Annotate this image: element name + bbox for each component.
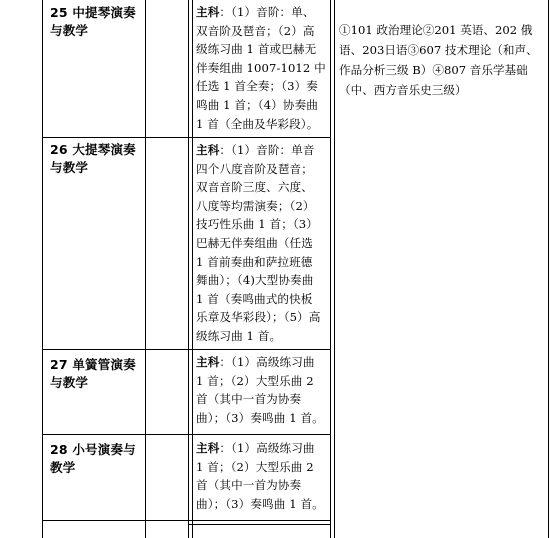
exam-subjects-line: （中、西方音乐史三级） bbox=[339, 83, 467, 97]
exam-subjects bbox=[339, 20, 549, 100]
requirement-label: 主科 bbox=[196, 355, 220, 369]
major-name-trumpet: 28 小号演奏与 教学 bbox=[50, 442, 136, 475]
major-name-viola: 25 中提琴演奏 与教学 bbox=[50, 5, 136, 38]
row-divider-27-28 bbox=[42, 434, 331, 435]
column-divider-2 bbox=[188, 0, 189, 538]
major-name-clarinet: 27 单簧管演奏 与教学 bbox=[50, 357, 136, 390]
major-requirements-clarinet: 主科：（1）高级练习曲 1 首；（2）大型乐曲 2 首（其中一首为协奏 曲）；（3）奏鸣曲 1 首。 bbox=[196, 355, 324, 425]
major-name-cello: 26 大提琴演奏 与教学 bbox=[50, 142, 136, 175]
row-divider-28-29-inner bbox=[188, 524, 331, 525]
exam-subjects-line: 作品分析三级 B）④807 音乐学基础 bbox=[339, 63, 528, 77]
column-divider-1 bbox=[145, 0, 146, 538]
column-divider-3 bbox=[192, 0, 193, 538]
major-requirements-trumpet: 主科：（1）高级练习曲 1 首；（2）大型乐曲 2 首（其中一首为协奏 曲）；（3）奏鸣曲 1 首。 bbox=[196, 441, 324, 511]
exam-subjects-line: 语、203日语③607 技术理论（和声、 bbox=[339, 43, 538, 57]
table-border-left bbox=[42, 0, 43, 538]
major-requirements-cello: 主科：（1）音阶：单音 四个八度音阶及琶音； 双音音阶三度、六度、 八度等均需演奏；（2） 技巧性乐曲 1 首；（3） 巴赫无伴奏组曲（任选 1 首前奏曲和萨拉班德 舞曲）；（4)大型协奏曲 1 首（奏鸣曲式的快板 乐章及华彩段）；（5）高 级练习曲 1 首。 bbox=[196, 143, 321, 343]
requirement-label: 主科 bbox=[196, 5, 220, 19]
column-divider-4 bbox=[330, 0, 331, 538]
exam-subjects-line: ①101 政治理论②201 英语、202 俄 bbox=[339, 23, 533, 37]
major-requirements-viola: 主科：（1）音阶：单、 双音阶及琶音；（2）高 级练习曲 1 首或巴赫无 伴奏组曲 1007-1012 中 任选 1 首全奏；（3）奏 鸣曲 1 首；（4）协奏曲 1 首（全曲及华彩段）。 bbox=[196, 5, 326, 131]
requirement-label: 主科 bbox=[196, 441, 220, 455]
row-divider-26-27 bbox=[42, 349, 331, 350]
row-divider-25-26 bbox=[42, 137, 331, 138]
column-divider-5 bbox=[334, 0, 335, 538]
requirement-label: 主科 bbox=[196, 143, 220, 157]
row-divider-28-29 bbox=[42, 520, 331, 521]
